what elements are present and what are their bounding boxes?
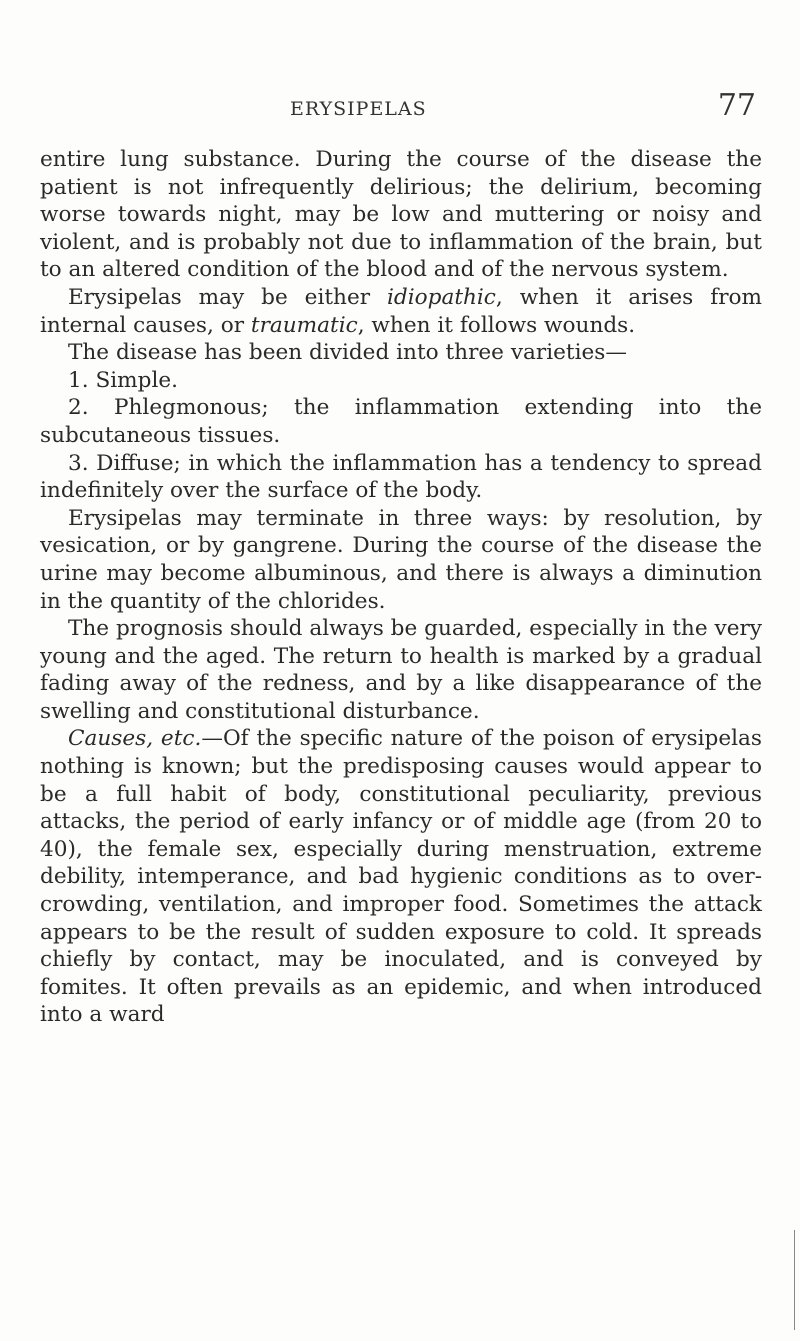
text-span: Erysipelas may be either: [68, 284, 387, 310]
text-span: , when it arises from internal causes, or: [40, 284, 762, 338]
running-title: ERYSIPELAS: [290, 98, 427, 120]
term-idiopathic: idiopathic: [386, 284, 496, 310]
page-header: [40, 88, 760, 138]
variety-item-phlegmonous: 2. Phlegmonous; the inflammation extending into the subcutaneous tissues.: [40, 395, 762, 448]
body-text: [40, 146, 762, 1029]
paragraph-types: [40, 284, 762, 339]
text-span: , when it follows wounds.: [357, 312, 636, 338]
paragraph-prognosis: The prognosis should always be guarded, especially in the very young and the aged. The return to health is marked by a gradual fading away of the redness, and by a like disappearance of the swelling and constitutional disturbance.: [40, 616, 762, 724]
section-heading-causes: Causes, etc.: [68, 726, 202, 752]
text-span: —Of the specific nature of the poison of erysipelas nothing is known; but the predisposing causes would appear to be a full habit of body, constitutional peculiarity, previous attacks, the period of early infancy or of middle age (from 20 to 40), the female sex, especially during menstruation, extreme debility, intemperance, and bad hygienic conditions as to over-crowding, ventilation, and improper food. Sometimes the attack appears to be the result of sudden exposure to cold. It spreads chiefly by contact, may be inoculated, and is conveyed by fomites. It often prevails as an epidemic, and when introduced into a ward: [40, 726, 762, 1028]
variety-item-diffuse: 3. Diffuse; in which the inflammation has a tendency to spread indefinitely over the surface of the body.: [40, 450, 762, 504]
paragraph-varieties: The disease has been divided into three varieties—: [68, 340, 627, 366]
page-number: 77: [717, 88, 756, 123]
term-traumatic: traumatic: [250, 312, 358, 338]
paragraph-causes: [40, 725, 762, 1029]
paragraph-termination: Erysipelas may terminate in three ways: by resolution, by vesication, or by gangrene. During the course of the disease the urine may become albuminous, and there is always a diminution in the quantity of the chlorides.: [40, 505, 762, 614]
page-edge-line: [794, 1230, 795, 1330]
paragraph-delirium: entire lung substance. During the course of the disease the patient is not infrequently delirious; the delirium, becoming worse towards night, may be low and muttering or noisy and violent, and is probably not due to inflammation of the brain, but to an altered condition of the blood and of the nervous system.: [40, 147, 762, 283]
variety-item-simple: 1. Simple.: [68, 367, 179, 393]
